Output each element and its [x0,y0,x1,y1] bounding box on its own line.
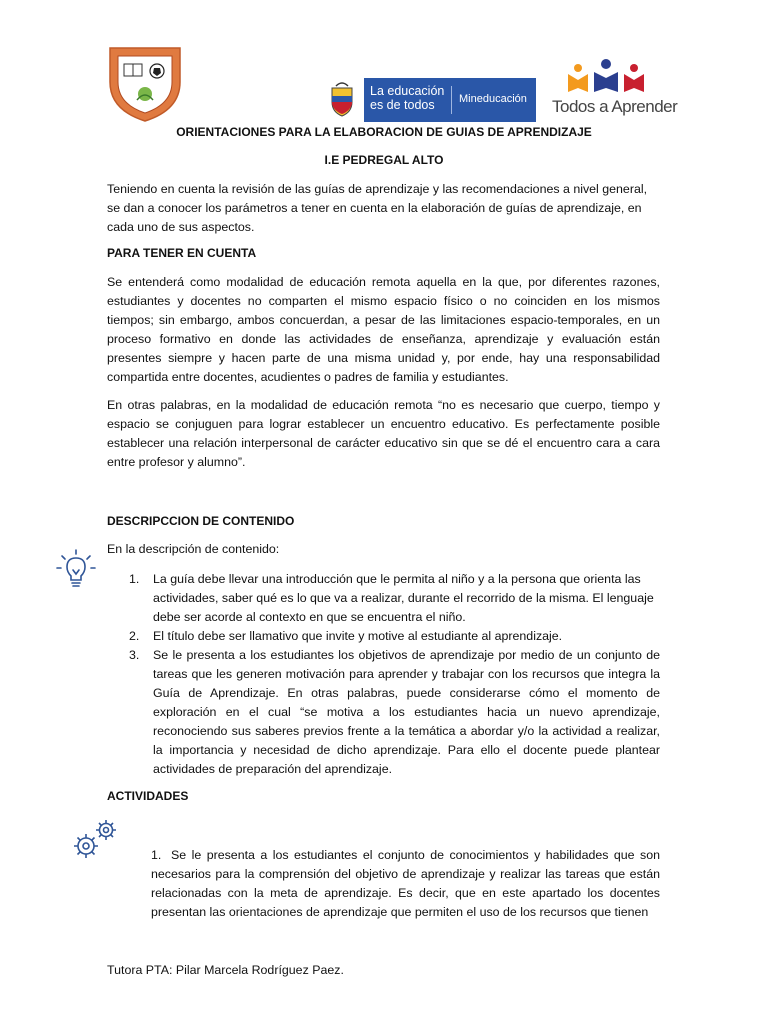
edu-logo-line2: es de todos [370,98,435,112]
gears-icon [70,818,122,862]
document-title: ORIENTACIONES PARA LA ELABORACION DE GUIAS DE APRENDIZAJE [176,125,592,139]
list-item-text: Se le presenta a los estudiantes los objetivos de aprendizaje por medio de un conjunto de tareas que les generen motivación para aprender y trabajar con los recursos que integra la Guía de Aprendizaje. En otras palabras, puede considerarse cómo el momento de exploración en el cual “se motiva a los estudiantes hacia un nuevo aprendizaje, reconociendo sus saberes previos frente a la temática a abordar y/o la actividad a realizar, la importancia y necesidad de dicho aprendizaje. Para ello el docente puede plantear actividades de preparación del aprendizaje. [153,648,660,776]
list-item-number: 1. [129,572,140,586]
footer-author: Tutora PTA: Pilar Marcela Rodríguez Paez. [107,963,344,977]
todos-figures-icon [560,58,652,94]
section-heading-para-tener-en-cuenta: PARA TENER EN CUENTA [107,246,257,260]
edu-logo-line1: La educación [370,84,445,98]
edu-logo-divider [451,86,452,114]
list-item-number: 3. [129,648,140,662]
todos-logo-text: Todos a Aprender [552,97,678,116]
list-item [129,646,660,779]
colombia-coat-of-arms-icon [320,78,364,122]
list-item-text: Se le presenta a los estudiantes el conjunto de conocimientos y habilidades que son necesarios para la comprensión del objetivo de aprendizaje y realizar las tareas que están relacionadas con la meta de aprendizaje. Es decir, que en este apartado los docentes presentan las orientaciones de aprendizaje que permiten el uso de los recursos que tienen [151,848,660,919]
edu-logo-brand: Mineducación [459,93,527,105]
section2-lead: En la descripción de contenido: [107,542,280,556]
list-item-text: La guía debe llevar una introducción que le permita al niño y a la persona que orienta las actividades, saber qué es lo que va a realizar, durante el recorrido de la misma. El lenguaje debe ser acorde al contexto en que se encuentra el niño. [153,572,654,624]
lightbulb-icon [54,548,98,592]
list-item [129,570,660,627]
list-item-number: 1. [151,848,162,862]
education-ministry-logo [320,78,536,122]
section1-paragraph-2: En otras palabras, en la modalidad de educación remota “no es necesario que cuerpo, tiempo y espacio se conjuguen para lograr establecer un encuentro educativo. Es perfectamente posible establecer una relación interpersonal de carácter educativo sin que se dé el encuentro cara a cara entre profesor y alumno”. [107,398,660,469]
todos-a-aprender-logo [552,58,678,124]
section1-paragraph-1: Se entenderá como modalidad de educación remota aquella en la que, por diferentes razones, estudiantes y docentes no comparten el mismo espacio físico o no coinciden en los mismos tiempos; sin embargo, ambos concuerdan, a pesar de las limitaciones espacio-temporales, en un proceso formativo en donde las actividades de enseñanza, aprendizaje y evaluación están presentes siempre y hacen parte de una misma unidad y, por ende, hay una responsabilidad compartida entre docentes, acudientes o padres de familia y estudiantes. [107,275,660,384]
section-heading-descripcion-contenido: DESCRIPCCION DE CONTENIDO [107,514,295,528]
list-item-text: El título debe ser llamativo que invite y motive al estudiante al aprendizaje. [153,629,563,643]
intro-paragraph: Teniendo en cuenta la revisión de las guías de aprendizaje y las recomendaciones a nivel general, se dan a conocer los parámetros a tener en cuenta en la elaboración de guías de aprendizaje, en cada uno de sus aspectos. [107,182,648,234]
school-name: I.E PEDREGAL ALTO [324,153,444,167]
list-item-number: 2. [129,629,140,643]
list-item [151,846,660,922]
list-item [129,627,660,646]
school-shield-logo [104,42,186,124]
section-heading-actividades: ACTIVIDADES [107,789,189,803]
